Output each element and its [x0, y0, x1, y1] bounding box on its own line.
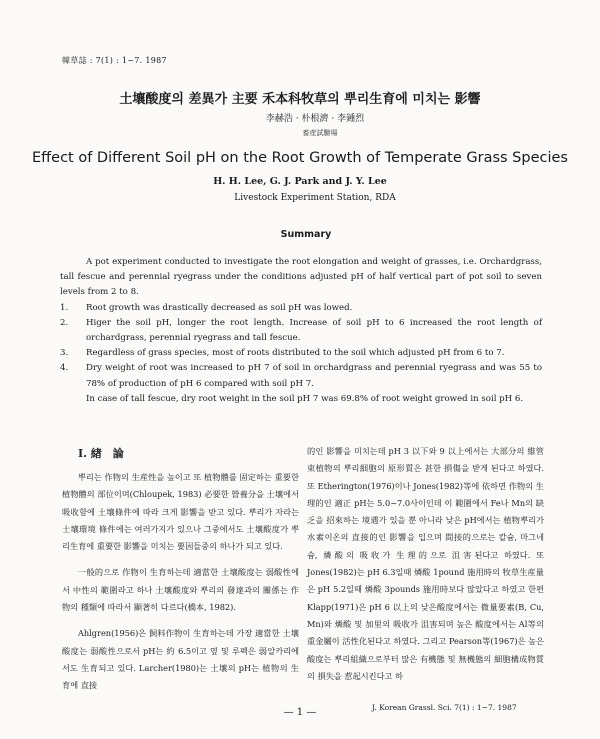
body-paragraph: 一般的으로 作物이 生育하는데 適當한 土壤酸度는 弱酸性에서 中性의 範圍라고 하나 土壤酸度와 뿌리의 發達과의 關係는 作物의 種類에 따라서 顯著히 다르다(橋本, 1982).: [62, 567, 299, 613]
journal-reference-header: 韓草誌 : 7(1) : 1~7. 1987: [62, 56, 167, 65]
summary-item-text: Regardless of grass species, most of roots distributed to the soil which adjusted pH from 6 to 7.: [86, 348, 505, 359]
summary-heading: Summary: [280, 229, 332, 240]
summary-item-number: 2.: [60, 317, 69, 328]
summary-item-text: Root growth was drastically decreased as soil pH was lowed.: [86, 302, 353, 313]
summary-block: [60, 255, 542, 407]
english-authors: H. H. Lee, G. J. Park and J. Y. Lee: [213, 176, 387, 187]
korean-authors: 李赫浩 · 朴根濟 · 李鍾烈: [265, 114, 365, 124]
body-paragraph: Ahlgren(1956)은 飼料作物이 生育하는데 가장 適當한 土壤酸度는 弱酸性으로서 pH는 約 6.5이고 옆 및 루펙은 弱알카리에서도 生育되고 있다. Larcher(1980)는 土壤의 pH는 植物의 生育에 直接: [62, 628, 299, 691]
left-column: [62, 443, 299, 695]
summary-item-text: Dry weight of root was increased to pH 7 of soil in orchardgrass and perennial ryegrass and was 55 to 78% of production of pH 6 compared with soil pH 7.: [86, 363, 542, 389]
summary-item-text: Higer the soil pH, longer the root length. Increase of soil pH to 6 increased the root length of orchardgrass, perennial ryegrass and tall fescue.: [86, 317, 542, 344]
summary-item: [60, 301, 542, 316]
body-paragraph: 的인 影響을 미치는데 pH 3 以下와 9 以上에서는 大部分의 維管束植物의 뿌리細胞의 原形質은 甚한 損傷을 받게 된다고 하였다. 또 Etherington(1976)이나 Jones(1982)等에 依하면 作物의 生理的인 適正 pH는 5.0~7.0사이인데 이 範圍에서 Fe나 Mn의 缺乏을 招來하는 境遇가 있을 뿐 아니라 낮은 pH에서는 植物뿌리가 水素이온의 直接的인 影響을 입으며 間接的으로는 칼슘, 마그네슘, 燐酸의 吸收가 生理的으로 沮害된다고 하였다. 또 Jones(1982)는 pH 6.3일때 燐酸 1pound 施用時의 牧草生産量은 pH 5.2일때 燐酸 3pounds 施用時보다 많았다고 하였고 한편 Klapp(1971)은 pH 6 以上의 낮은酸度에서는 微量要素(B, Cu, Mn)와 燐酸 및 加里의 吸收가 沮害되며 높은 酸度에서는 Al等의 重金屬이 活性化된다고 하였다. 그리고 Pearson等(1967)은 높은 酸度는 뿌리組織으로부터 많은 有機態 및 無機態의 細胞構成物質의 損失을 惹起시킨다고 하: [307, 446, 544, 681]
korean-title: 土壤酸度의 差異가 主要 禾本科牧草의 뿌리生育에 미치는 影響: [119, 92, 481, 107]
summary-item-number: 1.: [60, 302, 69, 313]
section-heading-introduction: Ⅰ. 緖 論: [78, 447, 124, 460]
summary-item: [60, 361, 542, 391]
summary-extra-note: In case of tall fescue, dry root weight in the soil pH 7 was 69.8% of root weight growed in soil pH 6.: [86, 393, 524, 404]
body-paragraph: 뿌리는 作物의 生産性을 높이고 또 植物體를 固定하는 重要한 植物體의 部位이며(Chloupek, 1983) 必要한 營養分을 土壤에서 吸收함에 土壤條件에 따라 크게 影響을 받고 있다. 뿌리가 자라는 土壤環境 條件에는 여러가지가 있으나 그중에서도 土壤酸度가 뿌리生育에 重要한 影響을 미치는 要因들중의 하나가 되고 있다.: [62, 472, 299, 552]
summary-item: [60, 346, 542, 361]
summary-item: [60, 316, 542, 346]
right-column: [307, 443, 544, 685]
summary-item-number: 4.: [60, 363, 69, 374]
summary-item-number: 3.: [60, 348, 69, 359]
page-number: — 1 —: [283, 707, 317, 718]
english-affiliation: Livestock Experiment Station, RDA: [234, 193, 396, 203]
journal-reference-footer: J. Korean Grassl. Sci. 7(1) : 1~7. 1987: [372, 703, 517, 712]
english-title: Effect of Different Soil pH on the Root Growth of Temperate Grass Species: [32, 150, 568, 166]
summary-intro: A pot experiment conducted to investigate the root elongation and weight of grasses, i.e. Orchardgrass, tall fescue and perennial ryegrass under the conditions adjusted pH of half vertical part of pot soil to seven levels from 2 to 8.: [60, 257, 542, 298]
korean-affiliation: 畜産試驗場: [302, 129, 338, 137]
